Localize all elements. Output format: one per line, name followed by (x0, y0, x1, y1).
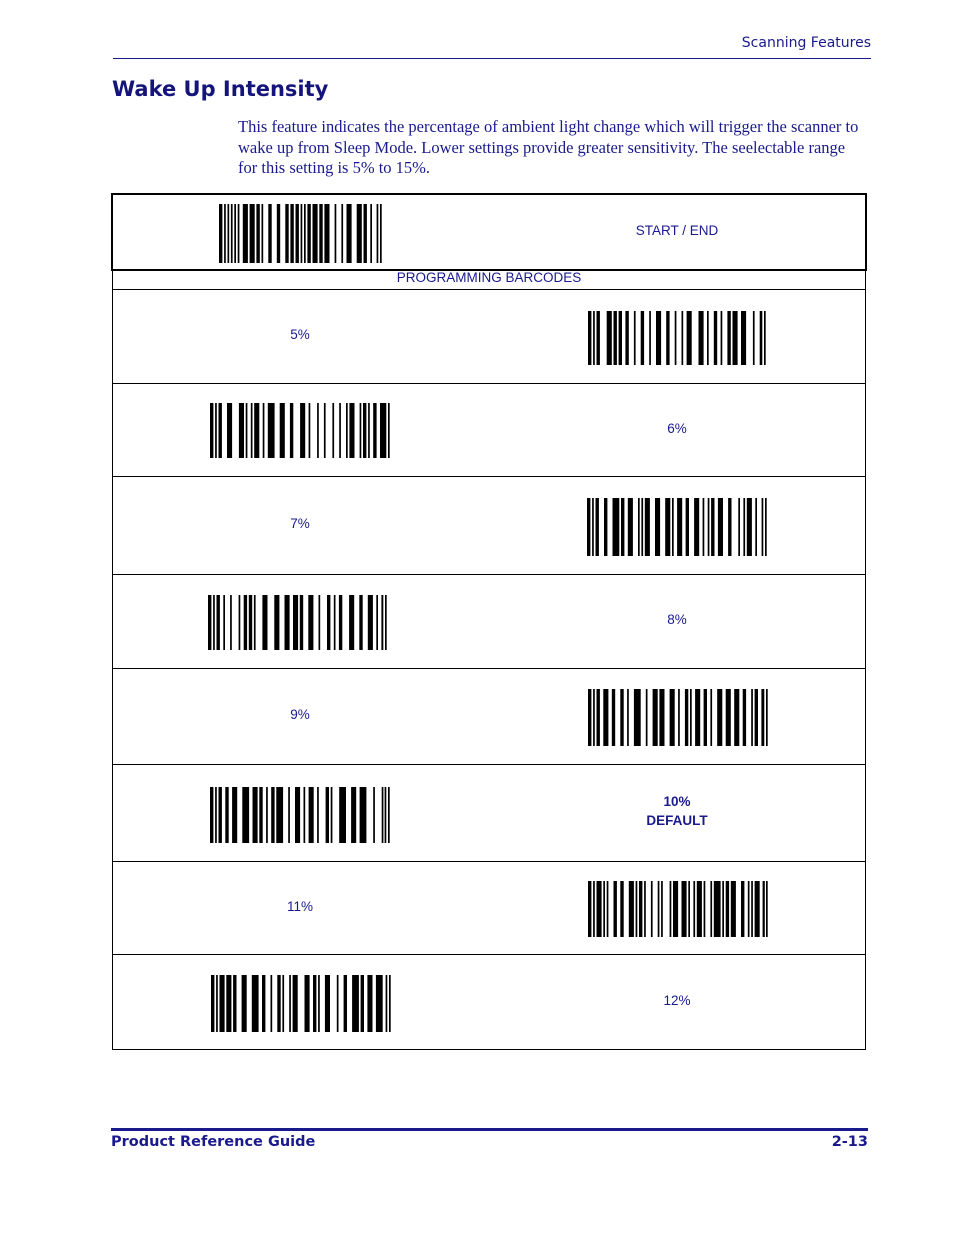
option-label-12: 12% (663, 993, 691, 1008)
barcode-bar (763, 689, 765, 746)
barcode-bar (290, 204, 293, 263)
barcode-bar (233, 975, 236, 1032)
barcode-11-percent (588, 881, 769, 937)
barcode-bar (733, 311, 738, 365)
barcode-bar (717, 689, 722, 746)
barcode-bar (238, 204, 240, 263)
page-number: 2-13 (831, 1134, 868, 1150)
barcode-bar (738, 498, 740, 556)
barcode-bar (710, 689, 712, 746)
default-label: DEFAULT (646, 813, 708, 828)
barcode-bar (262, 595, 267, 650)
barcode-bar (653, 689, 658, 746)
barcode-bar (751, 881, 753, 937)
barcode-bar (639, 881, 642, 937)
barcode-bar (370, 204, 372, 263)
barcode-bar (763, 881, 765, 937)
section-title: Wake Up Intensity (112, 77, 329, 101)
barcode-bar (593, 311, 595, 365)
barcode-bar (210, 403, 213, 458)
row-divider (112, 764, 866, 765)
barcode-bar (215, 403, 217, 458)
barcode-bar (755, 498, 757, 556)
barcode-bar (682, 881, 687, 937)
running-header: Scanning Features (741, 35, 871, 51)
barcode-bar (731, 881, 736, 937)
barcode-bar (621, 498, 624, 556)
barcode-bar (352, 975, 359, 1032)
barcode-bar (704, 689, 707, 746)
barcode-bar (641, 498, 643, 556)
barcode-bar (741, 881, 744, 937)
barcode-bar (620, 689, 623, 746)
barcode-bar (597, 881, 602, 937)
barcode-bar (208, 595, 211, 650)
barcode-bar (714, 311, 717, 365)
barcode-bar (593, 689, 595, 746)
barcode-bar (219, 787, 222, 843)
barcode-bar (718, 498, 723, 556)
barcode-bar (225, 787, 228, 843)
barcode-bar (686, 498, 689, 556)
barcode-bar (747, 498, 752, 556)
barcode-bar (304, 204, 306, 263)
barcode-bar (339, 787, 346, 843)
barcode-bar (682, 311, 684, 365)
barcode-bar (607, 881, 609, 937)
row-divider (112, 383, 866, 384)
barcode-bar (251, 403, 253, 458)
barcode-bar (614, 881, 617, 937)
barcode-bar (290, 403, 293, 458)
barcode-bar (761, 311, 763, 365)
barcode-bar (339, 595, 342, 650)
barcode-bar (388, 403, 390, 458)
barcode-bar (324, 403, 326, 458)
barcode-7-percent (587, 498, 768, 556)
barcode-bar (253, 787, 258, 843)
barcode-5-percent (588, 311, 767, 365)
row-divider (112, 668, 866, 669)
barcode-bar (714, 881, 721, 937)
barcode-bar (347, 204, 352, 263)
start-end-label: START / END (635, 223, 719, 238)
barcode-bar (641, 311, 644, 365)
barcode-bar (593, 881, 595, 937)
barcode-bar (313, 204, 318, 263)
barcode-bar (651, 881, 653, 937)
barcode-bar (324, 204, 329, 263)
barcode-bar (765, 498, 767, 556)
barcode-bar (627, 689, 629, 746)
barcode-bar (304, 787, 306, 843)
barcode-bar (223, 595, 225, 650)
barcode-bar (380, 403, 385, 458)
intro-paragraph: This feature indicates the percentage of ambient light change which will trigger the scanner to wake up from Sleep Mode. Lower settings provide greater sensitivity. The seelectable range for this setting is 5% to 15%. (238, 117, 859, 177)
barcode-bar (764, 311, 766, 365)
barcode-bar (332, 403, 334, 458)
barcode-bar (620, 881, 623, 937)
barcode-bar (385, 787, 387, 843)
barcode-bar (751, 689, 753, 746)
barcode-bar (262, 975, 265, 1032)
option-label-5: 5% (290, 327, 310, 342)
barcode-bar (211, 975, 214, 1032)
barcode-bar (728, 498, 731, 556)
barcode-9-percent (588, 689, 769, 746)
barcode-bar (614, 311, 617, 365)
barcode-bar (360, 403, 362, 458)
barcode-bar (301, 204, 303, 263)
row-divider (112, 954, 866, 955)
barcode-bar (656, 311, 661, 365)
barcode-bar (646, 689, 648, 746)
barcode-bar (249, 595, 252, 650)
barcode-bar (603, 689, 608, 746)
barcode-bar (690, 689, 692, 746)
barcode-bar (276, 787, 283, 843)
barcode-bar (645, 498, 650, 556)
barcode-bar (308, 595, 313, 650)
barcode-bar (224, 204, 226, 263)
barcode-bar (694, 498, 699, 556)
barcode-bar (341, 204, 343, 263)
barcode-bar (226, 975, 231, 1032)
barcode-bar (693, 881, 695, 937)
barcode-bar (243, 204, 248, 263)
barcode-bar (334, 595, 336, 650)
barcode-bar (335, 204, 337, 263)
barcode-bar (359, 595, 362, 650)
barcode-bar (367, 975, 372, 1032)
barcode-bar (285, 595, 290, 650)
barcode-bar (262, 204, 264, 263)
barcode-bar (282, 975, 284, 1032)
option-label-11: 11% (286, 899, 314, 914)
barcode-bar (373, 403, 376, 458)
barcode-bar (766, 881, 768, 937)
row-divider (112, 574, 866, 575)
barcode-bar (592, 498, 594, 556)
barcode-bar (707, 311, 709, 365)
barcode-bar (685, 689, 688, 746)
barcode-bar (743, 498, 745, 556)
barcode-bar (629, 881, 634, 937)
barcode-bar (349, 403, 354, 458)
barcode-bar (277, 204, 280, 263)
barcode-bar (230, 595, 232, 650)
barcode-bar (673, 881, 678, 937)
barcode-bar (266, 787, 268, 843)
barcode-bar (234, 204, 236, 263)
barcode-bar (389, 975, 391, 1032)
barcode-bar (695, 689, 700, 746)
footer-rule (111, 1128, 868, 1131)
barcode-bar (678, 689, 680, 746)
barcode-bar (636, 881, 638, 937)
barcode-bar (285, 204, 288, 263)
barcode-bar (293, 975, 298, 1032)
barcode-bar (699, 311, 704, 365)
barcode-bar (300, 403, 305, 458)
barcode-bar (277, 975, 280, 1032)
barcode-bar (596, 498, 599, 556)
barcode-bar (711, 498, 714, 556)
barcode-bar (271, 975, 273, 1032)
barcode-10-percent (210, 787, 391, 843)
barcode-bar (722, 881, 724, 937)
barcode-bar (288, 787, 290, 843)
barcode-bar (227, 403, 232, 458)
barcode-bar (677, 498, 682, 556)
barcode-bar (376, 975, 383, 1032)
barcode-bar (628, 498, 633, 556)
barcode-bar (337, 975, 339, 1032)
barcode-bar (242, 787, 249, 843)
barcode-bar (726, 881, 729, 937)
barcode-12-percent (211, 975, 392, 1032)
barcode-bar (638, 498, 640, 556)
barcode-bar (363, 403, 366, 458)
barcode-bar (232, 787, 237, 843)
barcode-bar (659, 689, 664, 746)
barcode-bar (280, 403, 285, 458)
barcode-bar (634, 311, 636, 365)
barcode-bar (293, 595, 298, 650)
barcode-bar (385, 595, 387, 650)
barcode-bar (228, 204, 230, 263)
barcode-bar (339, 403, 341, 458)
barcode-bar (319, 204, 322, 263)
barcode-bar (289, 975, 291, 1032)
barcode-bar (274, 595, 279, 650)
barcode-bar (708, 498, 710, 556)
barcode-bar (388, 787, 390, 843)
barcode-bar (239, 403, 244, 458)
barcode-bar (317, 403, 319, 458)
barcode-bar (665, 498, 670, 556)
row-divider (112, 289, 866, 290)
barcode-bar (268, 204, 271, 263)
barcode-bar (634, 689, 641, 746)
barcode-bar (246, 403, 248, 458)
barcode-bar (697, 881, 702, 937)
barcode-bar (380, 204, 382, 263)
barcode-bar (377, 204, 379, 263)
barcode-bar (655, 498, 660, 556)
barcode-bar (219, 403, 222, 458)
barcode-bar (727, 311, 730, 365)
barcode-bar (666, 311, 669, 365)
barcode-bar (271, 787, 274, 843)
barcode-bar (259, 787, 262, 843)
barcode-bar (309, 787, 314, 843)
barcode-bar (710, 881, 712, 937)
barcode-bar (687, 311, 692, 365)
barcode-bar (368, 403, 370, 458)
barcode-bar (619, 311, 622, 365)
barcode-bar (307, 204, 310, 263)
barcode-bar (743, 689, 746, 746)
barcode-bar (210, 787, 213, 843)
barcode-bar (762, 498, 764, 556)
barcode-bar (661, 881, 663, 937)
barcode-bar (213, 595, 215, 650)
barcode-bar (382, 595, 384, 650)
barcode-bar (604, 498, 607, 556)
barcode-bar (748, 881, 750, 937)
barcode-bar (327, 595, 330, 650)
barcode-bar (256, 204, 259, 263)
barcode-bar (219, 204, 222, 263)
header-rule (113, 58, 871, 59)
barcode-bar (242, 975, 247, 1032)
barcode-bar (360, 787, 367, 843)
barcode-bar (364, 204, 367, 263)
barcode-bar (351, 787, 356, 843)
barcode-bar (300, 595, 303, 650)
barcode-bar (217, 595, 220, 650)
barcode-bar (357, 204, 362, 263)
barcode-bar (670, 881, 672, 937)
option-label-8: 8% (667, 612, 687, 627)
barcode-bar (268, 403, 275, 458)
barcode-bar (319, 595, 321, 650)
barcode-bar (721, 311, 723, 365)
barcode-bar (331, 787, 333, 843)
barcode-bar (313, 975, 316, 1032)
barcode-bar (326, 787, 329, 843)
barcode-bar (254, 595, 256, 650)
barcode-bar (755, 881, 760, 937)
barcode-bar (344, 975, 347, 1032)
barcode-bar (254, 403, 259, 458)
barcode-bar (649, 311, 651, 365)
row-divider (112, 861, 866, 862)
barcode-bar (766, 689, 768, 746)
barcode-bar (644, 881, 646, 937)
barcode-bar (361, 975, 364, 1032)
row-divider (112, 476, 866, 477)
barcode-8-percent (208, 595, 388, 650)
barcode-bar (704, 881, 706, 937)
start-end-barcode (219, 204, 383, 263)
barcode-bar (346, 403, 348, 458)
option-label-6: 6% (667, 421, 687, 436)
barcode-bar (588, 881, 591, 937)
barcode-bar (385, 403, 387, 458)
option-label-10: 10% (663, 794, 691, 809)
barcode-bar (296, 204, 299, 263)
barcode-bar (588, 689, 591, 746)
barcode-bar (215, 787, 217, 843)
barcode-6-percent (210, 403, 391, 458)
barcode-bar (386, 975, 388, 1032)
barcode-bar (612, 689, 615, 746)
option-label-7: 7% (290, 516, 310, 531)
barcode-bar (368, 595, 373, 650)
barcode-bar (244, 595, 247, 650)
barcode-bar (688, 881, 690, 937)
barcode-bar (382, 787, 384, 843)
footer-guide-title: Product Reference Guide (111, 1134, 316, 1150)
barcode-bar (597, 311, 600, 365)
barcode-bar (675, 311, 677, 365)
option-label-9: 9% (290, 707, 310, 722)
barcode-bar (703, 498, 705, 556)
barcode-bar (325, 975, 330, 1032)
barcode-bar (741, 311, 746, 365)
barcode-bar (349, 595, 354, 650)
barcode-bar (231, 204, 233, 263)
programming-barcodes-caption: PROGRAMMING BARCODES (396, 270, 582, 285)
barcode-bar (587, 498, 590, 556)
barcode-bar (373, 787, 375, 843)
barcode-bar (755, 689, 758, 746)
barcode-bar (603, 881, 605, 937)
barcode-bar (672, 498, 674, 556)
barcode-bar (318, 975, 320, 1032)
barcode-bar (309, 403, 311, 458)
barcode-bar (588, 311, 591, 365)
barcode-bar (607, 311, 612, 365)
barcode-bar (252, 975, 259, 1032)
barcode-bar (670, 689, 675, 746)
barcode-bar (597, 689, 600, 746)
barcode-bar (216, 975, 218, 1032)
barcode-bar (317, 787, 319, 843)
barcode-bar (613, 498, 620, 556)
barcode-bar (220, 975, 225, 1032)
barcode-bar (250, 204, 255, 263)
barcode-bar (239, 595, 241, 650)
barcode-bar (305, 975, 310, 1032)
barcode-bar (726, 689, 731, 746)
barcode-bar (295, 787, 300, 843)
barcode-bar (376, 595, 378, 650)
barcode-bar (734, 689, 739, 746)
barcode-bar (658, 881, 660, 937)
barcode-bar (263, 403, 265, 458)
barcode-bar (625, 311, 628, 365)
barcode-bar (753, 311, 755, 365)
